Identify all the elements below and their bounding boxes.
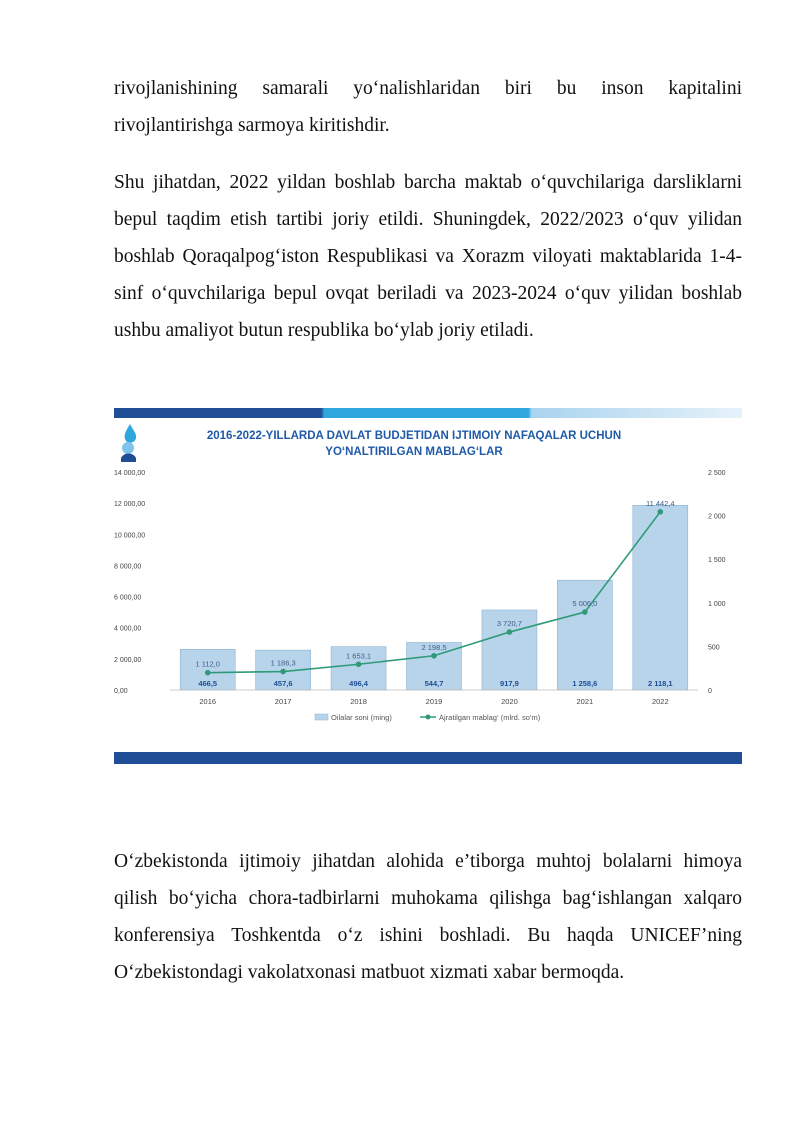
legend-bar-label: Oilalar soni (ming) (331, 713, 392, 722)
line-value-label: 1 653,1 (346, 651, 372, 661)
line-point (205, 670, 211, 676)
right-axis-tick-label: 500 (708, 644, 720, 652)
line-value-label: 1 186,3 (270, 658, 296, 668)
left-axis-tick-label: 12 000,00 (114, 501, 146, 509)
line-value-label: 1 112,0 (195, 659, 220, 669)
line-value-label: 11 442,4 (645, 498, 675, 508)
left-axis-tick-label: 4 000,00 (114, 625, 142, 633)
bar-value-label: 1 258,6 (572, 679, 598, 688)
paragraph-school-policy: Shu jihatdan, 2022 yildan boshlab barcha maktab o‘quvchilariga darsliklarni bepul taqdim etish tartibi joriy etildi. Shuningdek, 2022/2023 o‘quv yilidan boshlab Qoraqalpog‘iston Respublikasi va Xorazm viloyati maktablarida 1-4-sinf o‘quvchilariga bepul ovqat beriladi va 2023-2024 o‘quv yilidan boshlab ushbu amaliyot butun respublika bo‘ylab joriy etiladi. (114, 172, 742, 341)
x-axis-ticks (170, 690, 698, 706)
x-tick-label: 2016 (199, 697, 217, 706)
paragraph-intro: rivojlanishining samarali yo‘nalishlaridan biri bu inson kapitalini rivojlantirishga sarmoya kiritishdir. (114, 78, 742, 136)
x-tick-label: 2021 (576, 697, 594, 706)
chart-title-line1: 2016-2022-YILLARDA DAVLAT BUDJETIDAN IJTIMOIY NAFAQALAR UCHUN (206, 430, 622, 442)
right-axis-tick-label: 2 500 (708, 470, 726, 477)
left-axis-tick-label: 14 000,00 (114, 470, 146, 477)
right-axis-tick-label: 2 000 (708, 513, 726, 521)
legend-bar-swatch (315, 714, 328, 720)
chart-svg (114, 408, 742, 766)
line-point (657, 509, 663, 515)
bar-value-label: 544,7 (424, 679, 444, 688)
line-point (507, 629, 513, 635)
left-axis-tick-label: 10 000,00 (114, 532, 146, 540)
line-value-label: 2 198,5 (421, 642, 447, 652)
bar-value-label: 496,4 (349, 679, 368, 688)
line-point (582, 609, 588, 615)
x-tick-label: 2017 (274, 697, 292, 706)
left-axis-tick-label: 0,00 (114, 688, 128, 695)
bar-value-label: 917,9 (500, 679, 519, 688)
right-axis-tick-label: 1 000 (708, 600, 726, 608)
top-decor-bar (114, 408, 742, 418)
left-axis-tick-label: 6 000,00 (114, 594, 142, 602)
left-axis-tick-label: 8 000,00 (114, 563, 142, 571)
bottom-decor-bar (114, 752, 742, 764)
legend-line-label: Ajratilgan mablag‘ (mlrd. so‘m) (439, 713, 541, 722)
line-value-label: 3 720,7 (496, 619, 522, 629)
line-point (356, 661, 362, 667)
bar-value-label: 466,5 (198, 679, 218, 688)
right-axis-tick-label: 0 (708, 688, 712, 695)
bar (633, 505, 688, 690)
left-axis-tick-label: 2 000,00 (114, 656, 142, 664)
line-point (431, 653, 437, 659)
x-tick-label: 2019 (425, 697, 443, 706)
logo-icon (121, 424, 136, 462)
right-axis-ticks (708, 470, 726, 695)
x-tick-label: 2022 (651, 697, 669, 706)
bar (557, 580, 612, 690)
left-axis-ticks (114, 470, 145, 695)
chart-title-line2: YO‘NALTIRILGAN MABLAG‘LAR (325, 446, 503, 458)
line-point (280, 669, 286, 675)
chart-figure (114, 408, 742, 766)
x-tick-label: 2020 (501, 697, 518, 706)
line-value-label: 5 006,0 (572, 599, 598, 609)
bar-value-label: 457,6 (273, 679, 293, 688)
paragraph-unicef-news: O‘zbekistonda ijtimoiy jihatdan alohida e’tiborga muhtoj bolalarni himoya qilish bo‘yicha chora-tadbirlarni muhokama qilishga bag‘ishlangan xalqaro konferensiya Toshkentda o‘z ishini boshladi. Bu haqda UNICEF’ning O‘zbekistondagi vakolatxonasi matbuot xizmati xabar bermoqda. (114, 851, 742, 983)
bar-series (180, 505, 688, 690)
x-tick-label: 2018 (350, 697, 367, 706)
bar-value-label: 2 118,1 (647, 679, 673, 688)
right-axis-tick-label: 1 500 (708, 557, 726, 565)
legend-line-marker (426, 715, 431, 720)
legend (315, 713, 541, 722)
